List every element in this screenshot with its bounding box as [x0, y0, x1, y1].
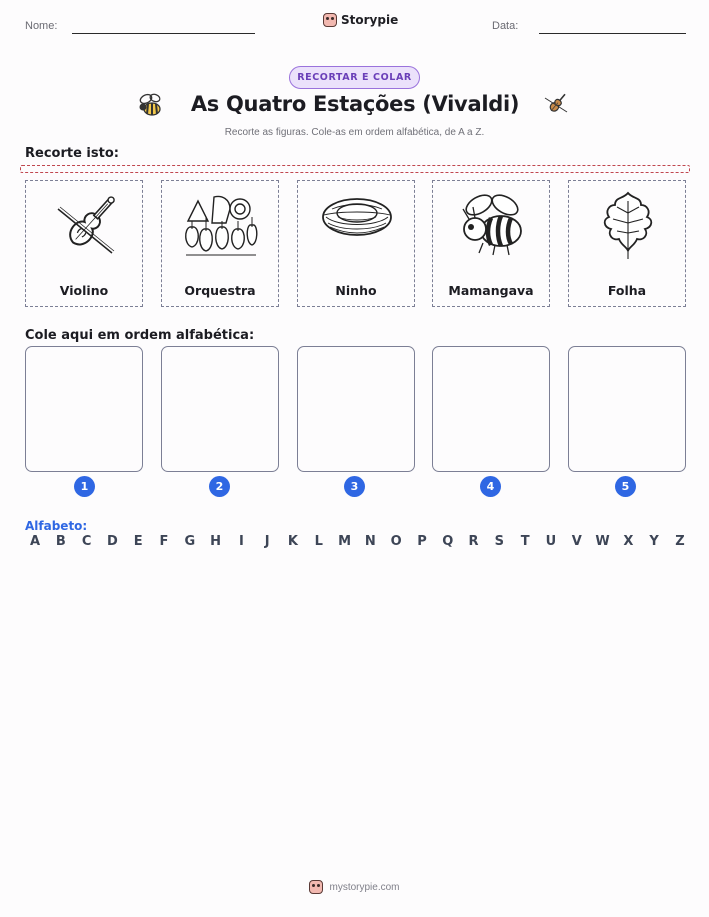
card-label: Folha — [607, 283, 647, 298]
alphabet-letter: E — [133, 534, 143, 549]
alphabet-letter: B — [55, 534, 66, 549]
alphabet-letter: K — [287, 534, 298, 549]
date-line[interactable] — [539, 33, 686, 34]
brand-name: Storypie — [341, 13, 399, 27]
alphabet-letter: V — [571, 534, 582, 549]
slot-number-3: 3 — [344, 476, 365, 497]
alphabet-letter: U — [545, 534, 557, 549]
cut-card-ninho[interactable] — [297, 180, 415, 307]
slot-number-2: 2 — [209, 476, 230, 497]
card-label: Violino — [59, 283, 109, 298]
alphabet-letter: P — [417, 534, 427, 549]
cut-card-mamangava[interactable] — [432, 180, 550, 307]
alphabet-letter: Z — [675, 534, 685, 549]
violin-icon — [46, 187, 124, 265]
alphabet-letter: F — [159, 534, 169, 549]
cut-line — [20, 165, 690, 173]
paste-slot-5[interactable] — [568, 346, 686, 472]
alphabet-letter: H — [210, 534, 222, 549]
date-label: Data: — [492, 20, 519, 32]
page-title: As Quatro Estações (Vivaldi) — [190, 92, 520, 116]
paste-section-label: Cole aqui em ordem alfabética: — [25, 328, 255, 343]
alphabet-letter: J — [264, 534, 270, 549]
alphabet-letter: C — [81, 534, 92, 549]
leaf-icon — [589, 187, 667, 265]
name-label: Nome: — [25, 20, 58, 32]
instructions: Recorte as figuras. Cole-as em ordem alfabética, de A a Z. — [224, 127, 485, 138]
paste-slot-3[interactable] — [297, 346, 415, 472]
paste-slot-4[interactable] — [432, 346, 550, 472]
brand-logo — [323, 13, 398, 27]
paste-slot-2[interactable] — [161, 346, 279, 472]
slot-number-4: 4 — [480, 476, 501, 497]
activity-badge: RECORTAR E COLAR — [289, 66, 420, 89]
alphabet-letter: T — [520, 534, 530, 549]
alphabet-letter: Q — [442, 534, 454, 549]
alphabet-letter: G — [184, 534, 196, 549]
alphabet-letter: R — [468, 534, 479, 549]
alphabet-letter: N — [364, 534, 376, 549]
alphabet-letter: X — [623, 534, 634, 549]
cut-section-label: Recorte isto: — [25, 146, 119, 161]
slot-number-1: 1 — [74, 476, 95, 497]
nest-icon — [318, 187, 396, 265]
footer-url[interactable]: mystorypie.com — [329, 881, 400, 893]
paste-slot-1[interactable] — [25, 346, 143, 472]
alphabet-letter: S — [494, 534, 505, 549]
alphabet-letter: W — [595, 534, 610, 549]
alphabet-letter: O — [390, 534, 402, 549]
alphabet-letter: A — [29, 534, 41, 549]
storypie-mascot-icon — [323, 13, 337, 27]
alphabet-row — [25, 534, 690, 549]
alphabet-letter: L — [314, 534, 323, 549]
orchestra-icon — [182, 187, 260, 265]
name-line[interactable] — [72, 33, 255, 34]
storypie-mascot-icon — [309, 880, 323, 894]
card-label: Orquestra — [184, 283, 256, 298]
cut-card-folha[interactable] — [568, 180, 686, 307]
bumblebee-icon — [453, 187, 531, 265]
alphabet-letter: Y — [649, 534, 659, 549]
slot-number-5: 5 — [615, 476, 636, 497]
bee-icon — [136, 90, 166, 120]
alphabet-letter: D — [106, 534, 118, 549]
alphabet-label: Alfabeto: — [25, 519, 88, 533]
alphabet-letter: M — [338, 534, 352, 549]
violin-title-icon — [541, 90, 571, 120]
card-label: Ninho — [335, 283, 377, 298]
cut-card-violino[interactable] — [25, 180, 143, 307]
cut-card-orquestra[interactable] — [161, 180, 279, 307]
card-label: Mamangava — [448, 283, 534, 298]
footer — [0, 880, 709, 894]
alphabet-letter: I — [238, 534, 244, 549]
